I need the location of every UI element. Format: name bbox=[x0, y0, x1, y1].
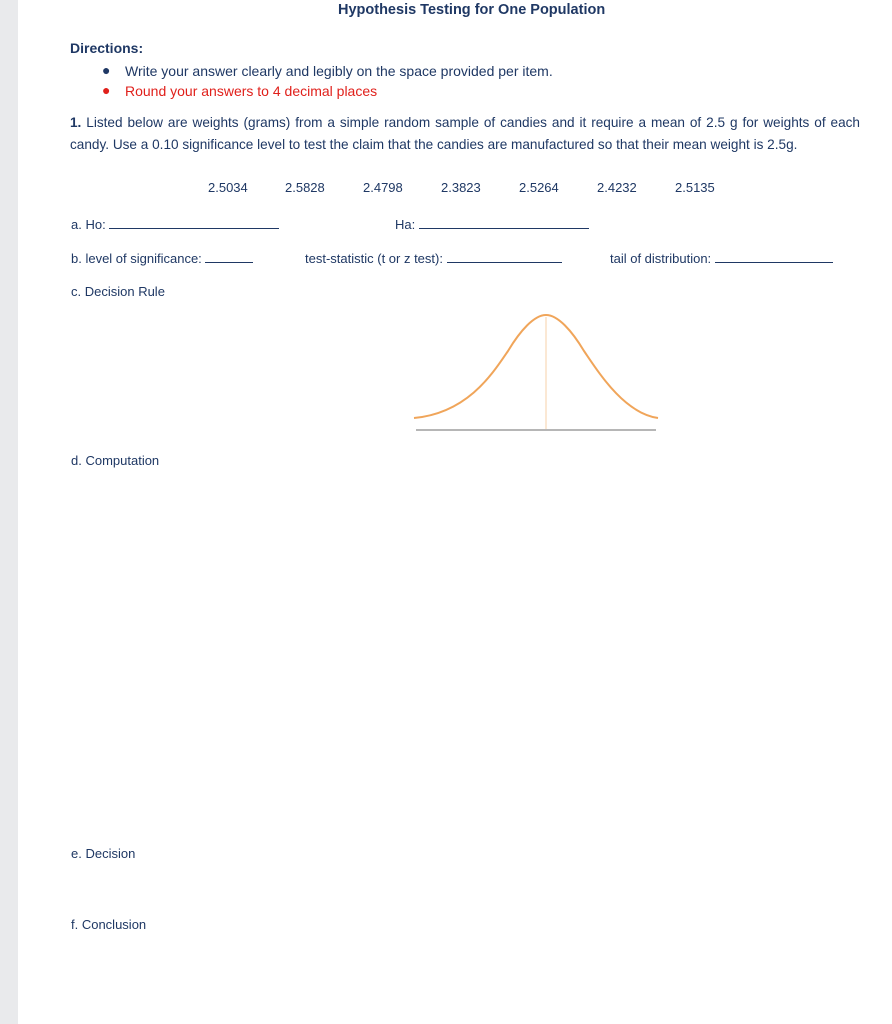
decision-label: e. Decision bbox=[71, 846, 136, 861]
data-value: 2.4798 bbox=[363, 180, 403, 195]
ho-field bbox=[71, 217, 279, 232]
direction-item bbox=[102, 62, 553, 79]
tail-label: tail of distribution: bbox=[610, 251, 712, 266]
direction-item bbox=[102, 82, 378, 99]
ho-label: a. Ho: bbox=[71, 217, 106, 232]
data-value: 2.5034 bbox=[208, 180, 248, 195]
level-field bbox=[71, 251, 253, 266]
direction-text: Write your answer clearly and legibly on the space provided per item. bbox=[125, 63, 553, 79]
ha-answer-line[interactable] bbox=[419, 227, 589, 229]
level-answer-line[interactable] bbox=[205, 261, 253, 263]
computation-label: d. Computation bbox=[71, 453, 160, 468]
level-label: b. level of significance: bbox=[71, 251, 202, 266]
decision-rule-label: c. Decision Rule bbox=[71, 284, 165, 299]
data-value: 2.5828 bbox=[285, 180, 325, 195]
directions-label: Directions: bbox=[70, 40, 144, 56]
ha-label: Ha: bbox=[395, 217, 416, 232]
problem-number: 1. bbox=[70, 115, 82, 130]
bullet-icon: ● bbox=[102, 82, 111, 98]
worksheet-page bbox=[18, 0, 892, 1024]
ho-answer-line[interactable] bbox=[109, 227, 279, 229]
conclusion-label: f. Conclusion bbox=[71, 917, 147, 932]
tail-field bbox=[610, 251, 833, 266]
direction-text: Round your answers to 4 decimal places bbox=[125, 83, 378, 99]
test-stat-field bbox=[305, 251, 562, 266]
bell-curve bbox=[414, 315, 658, 418]
page-title: Hypothesis Testing for One Population bbox=[338, 2, 606, 18]
problem-statement bbox=[70, 112, 860, 156]
normal-curve-diagram bbox=[408, 305, 668, 440]
test-stat-label: test-statistic (t or z test): bbox=[305, 251, 443, 266]
tail-answer-line[interactable] bbox=[715, 261, 833, 263]
ha-field bbox=[395, 217, 589, 232]
data-value: 2.4232 bbox=[597, 180, 637, 195]
problem-text: Listed below are weights (grams) from a simple random sample of candies and it require a mean of 2.5 g for weights of each candy. Use a 0.10 significance level to test the claim that the candies are manufactured so that their mean weight is 2.5g. bbox=[70, 115, 860, 152]
data-value: 2.3823 bbox=[441, 180, 481, 195]
bullet-icon: ● bbox=[102, 62, 111, 78]
data-value: 2.5135 bbox=[675, 180, 715, 195]
data-value: 2.5264 bbox=[519, 180, 559, 195]
test-stat-answer-line[interactable] bbox=[447, 261, 562, 263]
